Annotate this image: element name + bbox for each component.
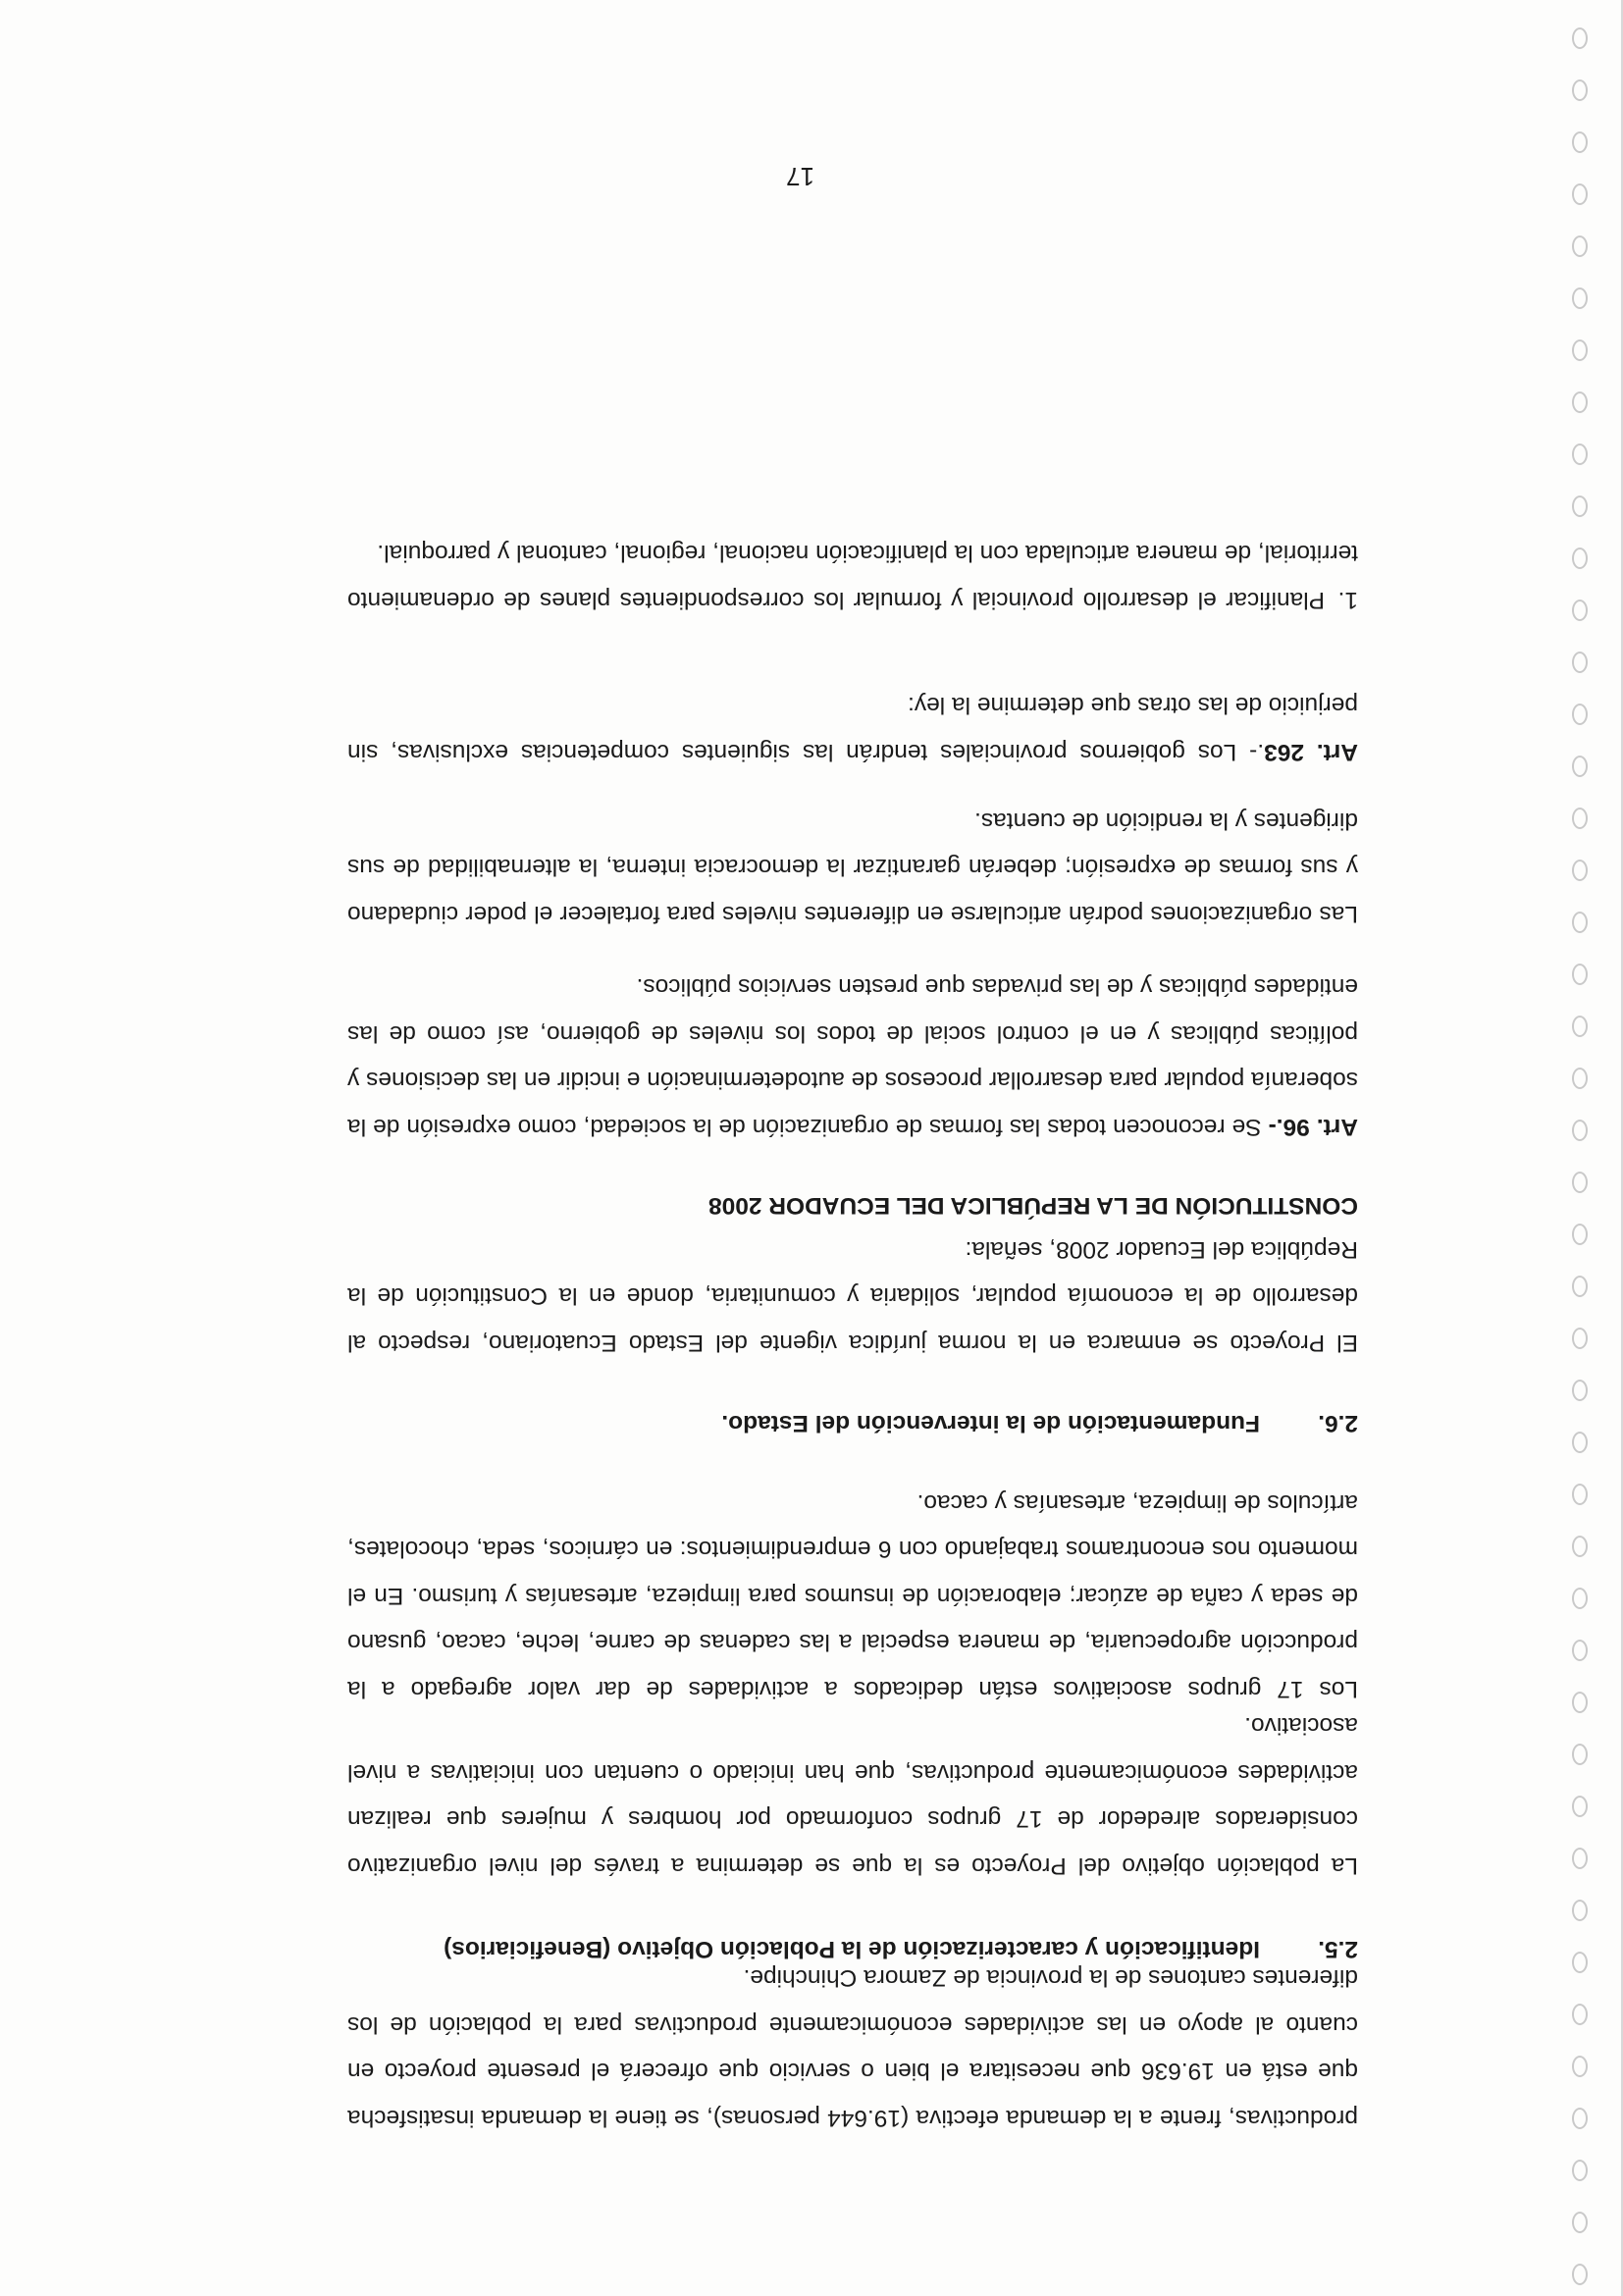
art-96-label: Art. 96.- — [1268, 1114, 1358, 1140]
section-2-5-paragraph-1: La población objetivo del Proyecto es la que se determina a través del nivel organizativo considerados alrededor de 17 grupos conformado por hombres y mujeres que realizan actividades económicamente productivas, que han iniciado o cuentan con iniciativas a nivel asociativo. — [347, 1712, 1358, 1879]
section-2-5-heading — [347, 1935, 1358, 1962]
art-263-item-1-text: Planificar el desarrollo provincial y formular los correspondientes planes de ordenamiento territorial, de manera articulada con la planificación nacional, regional, cantonal y parroquial. — [347, 540, 1358, 613]
section-2-5-number: 2.5. — [1318, 1936, 1358, 1962]
section-2-6-paragraph-1: El Proyecto se enmarca en la norma jurídica vigente del Estado Ecuatoriano, respecto al desarrollo de la economía popular, solidaria y comunitaria, donde en la Constitución de la República del Ecuador 2008, señala: — [347, 1236, 1358, 1356]
section-2-5-title: Identificación y caracterización de la Población Objetivo (Beneficiarios) — [444, 1936, 1260, 1962]
section-2-6-title: Fundamentación de la intervención del Estado. — [721, 1410, 1260, 1436]
art-96-paragraph — [347, 964, 1358, 1150]
intro-paragraph: productivas, frente a la demanda efectiva (19.644 personas), se tiene la demanda insatisfecha que está en 19.636 que necesitara el bien o servicio que ofrecerá el presente proyecto en cuanto al apoyo en las actividades económicamente productivas para la población de los diferentes cantones de la provincia de Zamora Chinchipe. — [347, 1964, 1358, 2131]
section-2-6-heading — [347, 1409, 1358, 1436]
page-number: 17 — [786, 162, 814, 191]
constitution-heading: CONSTITUCIÓN DE LA REPÚBLICA DEL ECUADOR 2008 — [707, 1192, 1358, 1219]
art-263-paragraph — [347, 682, 1358, 775]
art-263-item-1-number: 1. — [1337, 587, 1358, 613]
art-263-item-1 — [347, 530, 1358, 623]
art-263-text: .- Los gobiernos provinciales tendrán las siguientes competencias exclusivas, sin perjuicio de las otras que determine la ley: — [347, 692, 1358, 765]
section-2-6-number: 2.6. — [1318, 1410, 1358, 1436]
section-2-5-paragraph-2: Los 17 grupos asociativos están dedicados a actividades de dar valor agregado a la producción agropecuaria, de manera especial a las cadenas de carne, leche, cacao, gusano de seda y caña de azúcar; elaboración de insumos para limpieza, artesanías y turismo. En el momento nos encontramos trabajando con 6 emprendimientos: en cárnicos, seda, chocolates, artículos de limpieza, artesanías y cacao. — [347, 1489, 1358, 1702]
art-263-label: Art. 263 — [1264, 739, 1358, 765]
art-96-paragraph-2: Las organizaciones podrán articularse en diferentes niveles para fortalecer el poder ciudadano y sus formas de expresión; deberán garantizar la democracia interna, la alternabilidad de sus dirigentes y la rendición de cuentas. — [347, 808, 1358, 927]
art-96-text: Se reconocen todas las formas de organización de la sociedad, como expresión de la soberanía popular para desarrollar procesos de autodeterminación e incidir en las decisiones y políticas públicas y en el control social de todos los niveles de gobierno, así como de las entidades públicas y de las privadas que presten servicios públicos. — [347, 973, 1358, 1140]
